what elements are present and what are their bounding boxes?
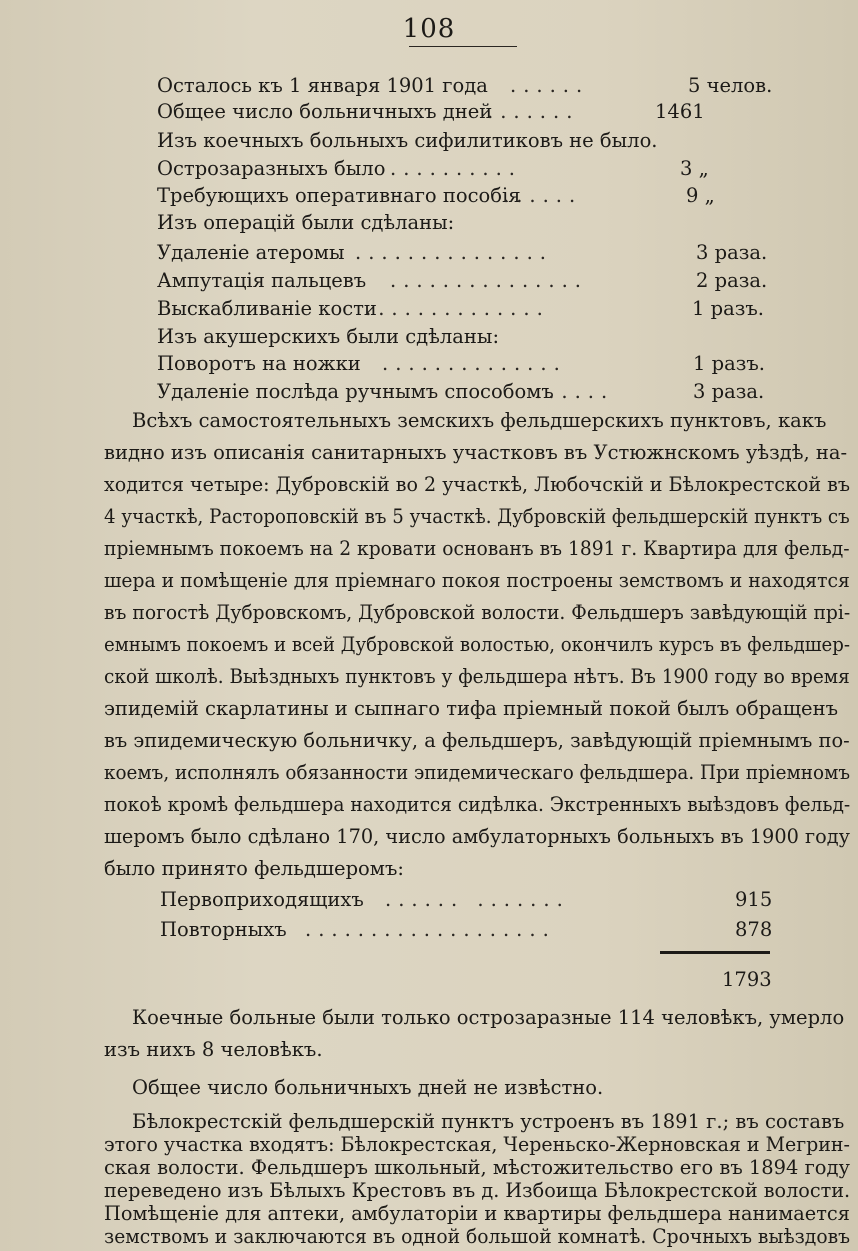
entry-label: Удаленіе послѣда ручнымъ способомъ bbox=[157, 380, 554, 403]
paragraph-line: въ эпидемическую больничку, а фельдшеръ, завѣдующій пріемнымъ по- bbox=[104, 729, 850, 752]
header-rule bbox=[409, 46, 517, 47]
list-item bbox=[0, 913, 858, 946]
paragraph-line: видно изъ описанія санитарныхъ участковъ въ Устюжнскомъ уѣздѣ, на- bbox=[104, 441, 848, 464]
entry-value: 1461 bbox=[655, 100, 705, 123]
leader-dots: .......... bbox=[390, 157, 522, 180]
entry-label: Повторныхъ bbox=[160, 918, 287, 941]
leader-dots: ...... bbox=[535, 380, 615, 403]
paragraph-line: земствомъ и заключаются въ одной большой комнатѣ. Срочныхъ выѣздовъ bbox=[104, 1225, 851, 1248]
paragraph-line: было принято фельдшеромъ: bbox=[104, 857, 404, 880]
entry-label: Выскабливаніе кости bbox=[157, 297, 377, 320]
entry-label: Изъ коечныхъ больныхъ сифилитиковъ не было. bbox=[157, 129, 658, 152]
entry-value: 5 челов. bbox=[688, 74, 773, 97]
sum-total: 1793 bbox=[722, 968, 772, 991]
entry-label: Изъ операцій были сдѣланы: bbox=[157, 211, 455, 234]
sum-rule bbox=[660, 951, 770, 954]
entry-value: 1 разъ. bbox=[692, 297, 764, 320]
paragraph-line: покоѣ кромѣ фельдшера находится сидѣлка. Экстренныхъ выѣздовъ фельд- bbox=[104, 793, 851, 816]
list-item bbox=[0, 375, 858, 408]
paragraph-line: Бѣлокрестскій фельдшерскій пунктъ устроенъ въ 1891 г.; въ составъ bbox=[132, 1110, 845, 1133]
paragraph-line: изъ нихъ 8 человѣкъ. bbox=[104, 1038, 323, 1061]
entry-label: Требующихъ оперативнаго пособія bbox=[157, 184, 521, 207]
entry-value: 3 раза. bbox=[696, 241, 768, 264]
paragraph-line: ходится четыре: Дубровскій во 2 участкѣ, Любочскій и Бѣлокрестской въ bbox=[104, 473, 851, 496]
leader-dots: ....... bbox=[487, 100, 580, 123]
page-number: 108 bbox=[402, 14, 456, 44]
list-item bbox=[0, 206, 858, 239]
paragraph-line: Помѣщеніе для аптеки, амбулаторіи и квартиры фельдшера нанимается bbox=[104, 1202, 850, 1225]
paragraph-line: переведено изъ Бѣлыхъ Крестовъ въ д. Избоища Бѣлокрестской волости. bbox=[104, 1179, 851, 1202]
leader-dots: .............. bbox=[382, 352, 567, 375]
paragraph-line: емнымъ покоемъ и всей Дубровской волостью, окончилъ курсъ въ фельдшер- bbox=[104, 633, 851, 656]
entry-value: 2 раза. bbox=[696, 269, 768, 292]
entry-value: 9 „ bbox=[686, 184, 715, 207]
leader-dots: ............... bbox=[355, 241, 553, 264]
entry-label: Первоприходящихъ bbox=[160, 888, 364, 911]
entry-value: 3 „ bbox=[680, 157, 709, 180]
paragraph-line: ской школѣ. Выѣздныхъ пунктовъ у фельдшера нѣтъ. Въ 1900 году во время bbox=[104, 665, 850, 688]
leader-dots: ................... bbox=[305, 918, 556, 941]
entry-label: Удаленіе атеромы bbox=[157, 241, 345, 264]
leader-dots: ............... bbox=[390, 269, 588, 292]
paragraph-line: коемъ, исполнялъ обязанности эпидемическаго фельдшера. При пріемномъ bbox=[104, 761, 851, 784]
leader-dots: ...... ....... bbox=[385, 888, 570, 911]
entry-label: Осталось къ 1 января 1901 года bbox=[157, 74, 488, 97]
entry-value: 1 разъ. bbox=[693, 352, 765, 375]
entry-value: 3 раза. bbox=[693, 380, 765, 403]
entry-value: 878 bbox=[735, 918, 773, 941]
paragraph-line: шера и помѣщеніе для пріемнаго покоя построены земствомъ и находятся bbox=[104, 569, 850, 592]
leader-dots: .............. bbox=[365, 297, 550, 320]
paragraph-line: въ погостѣ Дубровскомъ, Дубровской волости. Фельдшеръ завѣдующій прі- bbox=[104, 601, 851, 624]
paragraph-line: Коечные больные были только острозаразные 114 человѣкъ, умерло bbox=[132, 1006, 845, 1029]
paragraph-line: пріемнымъ покоемъ на 2 кровати основанъ въ 1891 г. Квартира для фельд- bbox=[104, 537, 850, 560]
list-item bbox=[0, 883, 858, 916]
entry-label: Ампутація пальцевъ bbox=[157, 269, 367, 292]
entry-label: Изъ акушерскихъ были сдѣланы: bbox=[157, 325, 500, 348]
leader-dots: ...... bbox=[503, 184, 583, 207]
entry-label: Поворотъ на ножки bbox=[157, 352, 361, 375]
paragraph-line: ская волости. Фельдшеръ школьный, мѣстожительство его въ 1894 году bbox=[104, 1156, 850, 1179]
entry-label: Острозаразныхъ было bbox=[157, 157, 386, 180]
entry-value: 915 bbox=[735, 888, 773, 911]
paragraph-line: эпидемій скарлатины и сыпнаго тифа пріемный покой былъ обращенъ bbox=[104, 697, 838, 720]
paragraph-line: 4 участкѣ, Растороповскій въ 5 участкѣ. Дубровскій фельдшерскій пунктъ съ bbox=[104, 505, 850, 528]
paragraph-line: этого участка входятъ: Бѣлокрестская, Череньско-Жерновская и Мегрин- bbox=[104, 1133, 850, 1156]
paragraph-line: Всѣхъ самостоятельныхъ земскихъ фельдшерскихъ пунктовъ, какъ bbox=[132, 409, 827, 432]
paragraph-line: Общее число больничныхъ дней не извѣстно. bbox=[132, 1076, 604, 1099]
leader-dots: ...... bbox=[510, 74, 590, 97]
entry-label: Общее число больничныхъ дней bbox=[157, 100, 493, 123]
paragraph-line: шеромъ было сдѣлано 170, число амбулаторныхъ больныхъ въ 1900 году bbox=[104, 825, 850, 848]
